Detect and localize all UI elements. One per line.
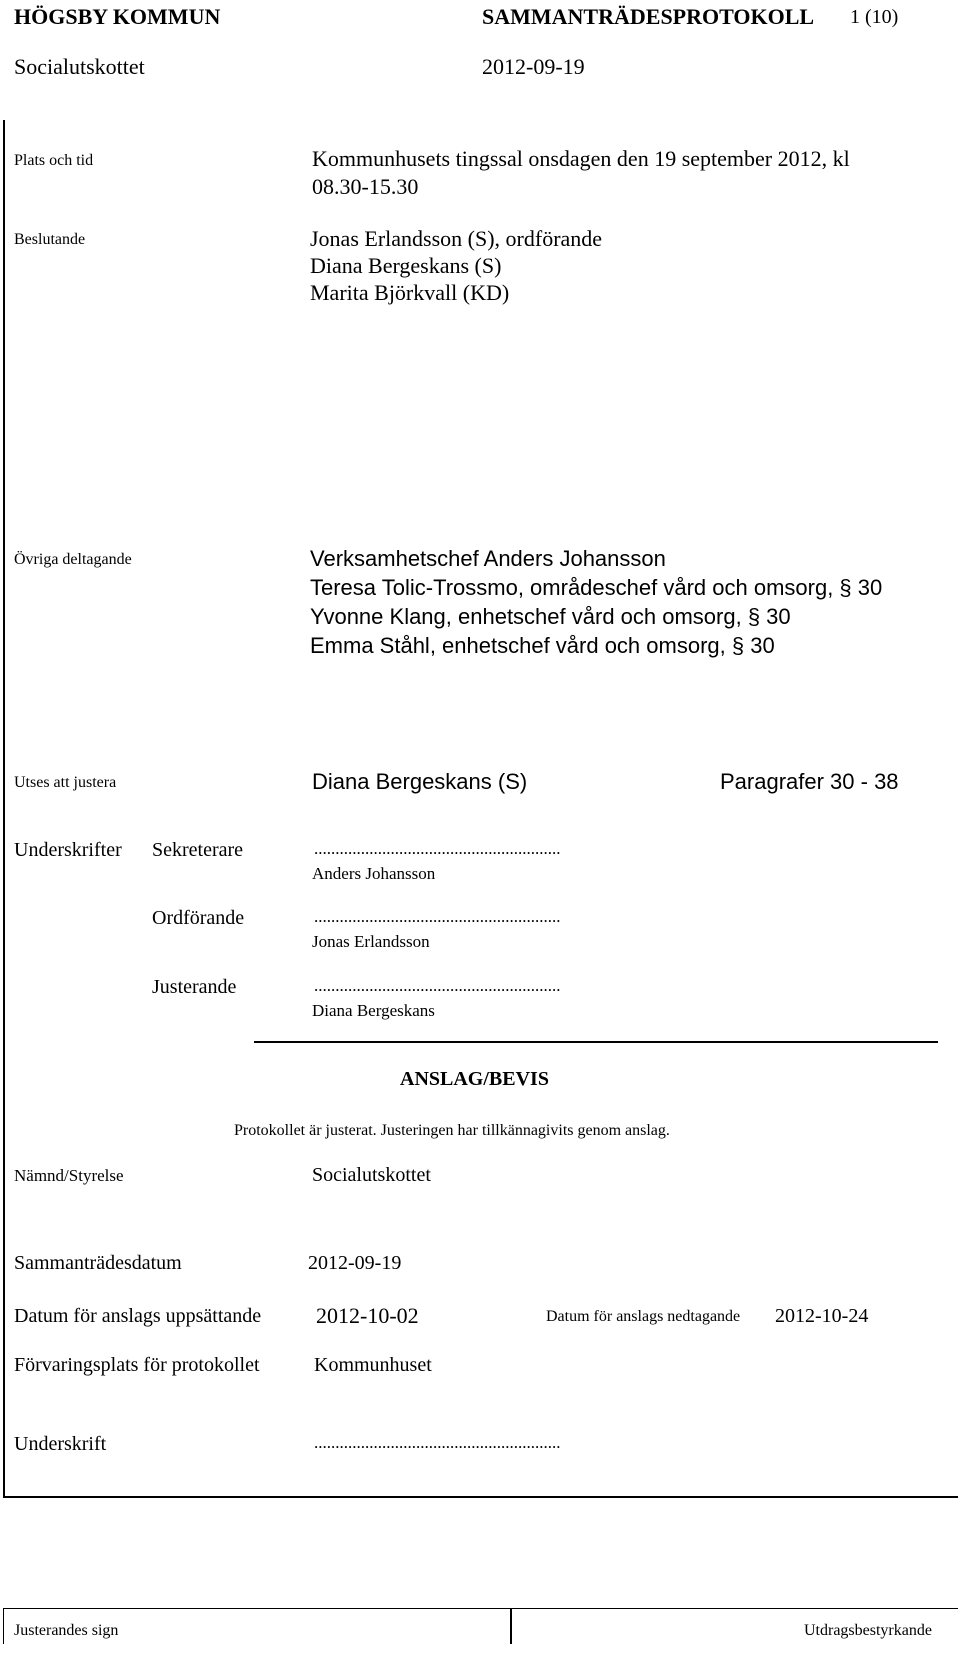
notice-statement: Protokollet är justerat. Justeringen har tillkännagivits genom anslag. — [234, 1122, 670, 1139]
others-label: Övriga deltagande — [14, 551, 132, 568]
signature-line: .......................................................... — [314, 976, 561, 995]
posted-date-value: 2012-10-02 — [316, 1303, 419, 1328]
meeting-date-value: 2012-09-19 — [308, 1252, 402, 1274]
signature-role: Justerande — [152, 976, 237, 998]
frame-bottom-line — [3, 1496, 958, 1498]
footer-top-line — [3, 1608, 958, 1609]
document-type: SAMMANTRÄDESPROTOKOLL — [482, 4, 815, 29]
signatures-label: Underskrifter — [14, 839, 122, 861]
meeting-date-label: Sammanträdesdatum — [14, 1252, 182, 1274]
storage-value: Kommunhuset — [314, 1354, 432, 1376]
participant-item: Yvonne Klang, enhetschef vård och omsorg, § 30 — [310, 604, 791, 629]
board-label: Nämnd/Styrelse — [14, 1166, 124, 1185]
place-value: Kommunhusets tingssal onsdagen den 19 september 2012, kl — [312, 146, 850, 171]
place-label: Plats och tid — [14, 152, 94, 169]
signature-line: .......................................................... — [314, 907, 561, 926]
signature-dots: .......................................................... — [314, 1433, 561, 1452]
committee-name: Socialutskottet — [14, 54, 145, 79]
participant-item: Verksamhetschef Anders Johansson — [310, 546, 666, 571]
org-name: HÖGSBY KOMMUN — [14, 4, 221, 29]
frame-left-line — [3, 120, 5, 1496]
signature-name: Jonas Erlandsson — [312, 932, 430, 951]
adjust-value: Diana Bergeskans (S) — [312, 769, 528, 794]
participant-item: Teresa Tolic-Trossmo, områdeschef vård och omsorg, § 30 — [310, 575, 883, 600]
page-number: 1 (10) — [850, 6, 899, 28]
signature-name: Anders Johansson — [312, 864, 436, 883]
meeting-date: 2012-09-19 — [482, 54, 585, 79]
posted-date-label: Datum för anslags uppsättande — [14, 1305, 262, 1327]
signature-name: Diana Bergeskans — [312, 1001, 435, 1020]
removed-date-label: Datum för anslags nedtagande — [546, 1308, 741, 1325]
adjust-label: Utses att justera — [14, 774, 117, 791]
signature-label: Underskrift — [14, 1433, 107, 1455]
footer-divider — [510, 1608, 512, 1644]
footer-right-label: Utdragsbestyrkande — [804, 1622, 932, 1639]
board-value: Socialutskottet — [312, 1164, 431, 1186]
deciders-label: Beslutande — [14, 231, 86, 248]
divider-line — [254, 1041, 938, 1043]
decider-item: Diana Bergeskans (S) — [310, 253, 502, 278]
signature-line: .......................................................... — [314, 839, 561, 858]
notice-title: ANSLAG/BEVIS — [400, 1068, 549, 1090]
place-value-line2: 08.30-15.30 — [312, 174, 419, 199]
footer-left-tick — [3, 1608, 4, 1644]
storage-label: Förvaringsplats för protokollet — [14, 1354, 260, 1376]
participant-item: Emma Ståhl, enhetschef vård och omsorg, § 30 — [310, 633, 775, 658]
signature-role: Ordförande — [152, 907, 245, 929]
removed-date-value: 2012-10-24 — [775, 1305, 869, 1327]
paragraphs: Paragrafer 30 - 38 — [720, 769, 899, 794]
footer-left-label: Justerandes sign — [14, 1622, 119, 1639]
decider-item: Jonas Erlandsson (S), ordförande — [310, 226, 603, 251]
signature-role: Sekreterare — [152, 839, 244, 861]
decider-item: Marita Björkvall (KD) — [310, 280, 510, 305]
